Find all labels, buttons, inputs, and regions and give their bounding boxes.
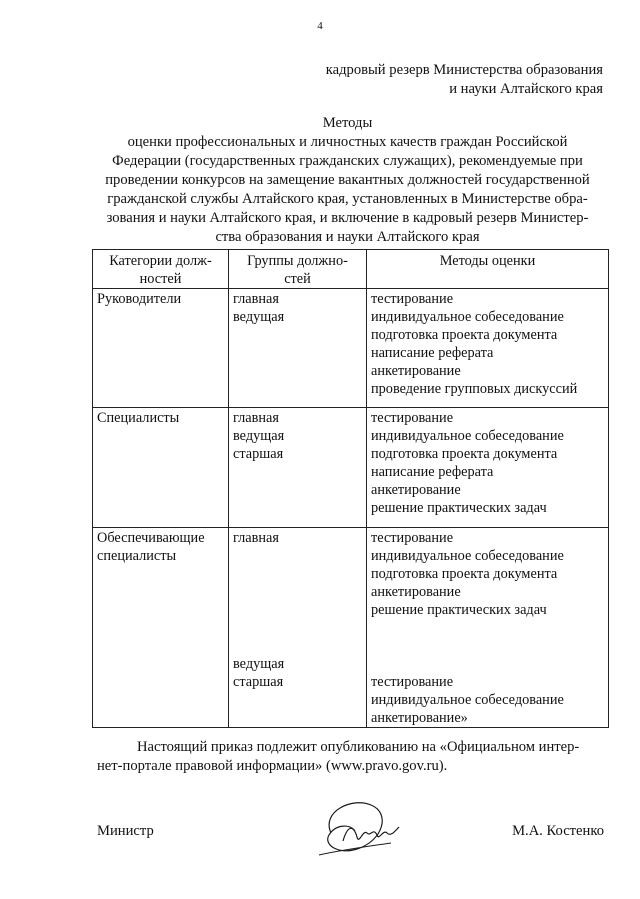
table-row — [93, 408, 609, 528]
table-row — [93, 528, 609, 728]
table-row — [93, 289, 609, 408]
title-line: проведении конкурсов на замещение вакантных должностей государственной — [105, 172, 590, 188]
publication-line-2: нет-портале правовой информации» (www.pravo.gov.ru). — [97, 758, 448, 774]
table-header-row — [93, 250, 609, 289]
document-title — [90, 114, 605, 247]
methods-cell: тестирование индивидуальное собеседование подготовка проекта документа написание реферата анкетирование проведение групповых дискуссий — [367, 289, 609, 408]
publication-note — [97, 738, 607, 776]
header-line-2: и науки Алтайского края — [449, 81, 603, 97]
title-heading: Методы — [322, 115, 373, 131]
title-line: оценки профессиональных и личностных качеств граждан Российской — [127, 134, 568, 150]
handwritten-signature-icon — [313, 793, 405, 865]
publication-line-1: Настоящий приказ подлежит опубликованию на «Официальном интер- — [137, 739, 580, 755]
groups-cell: главная ведущая старшая — [229, 528, 367, 728]
header-line-1: кадровый резерв Министерства образования — [325, 62, 603, 78]
category-cell: Обеспечивающие специалисты — [93, 528, 229, 728]
title-line: гражданской службы Алтайского края, установленных в Министерстве обра- — [107, 191, 588, 207]
category-cell: Руководители — [93, 289, 229, 408]
header-methods: Методы оценки — [367, 250, 609, 289]
signatory-title: Министр — [97, 823, 154, 839]
groups-cell: главная ведущая — [229, 289, 367, 408]
signatory-name: М.А. Костенко — [512, 823, 604, 839]
category-cell: Специалисты — [93, 408, 229, 528]
title-line: зования и науки Алтайского края, и включение в кадровый резерв Министер- — [106, 210, 589, 226]
methods-cell: тестирование индивидуальное собеседование подготовка проекта документа анкетирование решение практических задач тестирование индивидуальное собеседование анкетирование» — [367, 528, 609, 728]
methods-cell: тестирование индивидуальное собеседование подготовка проекта документа написание реферата анкетирование решение практических задач — [367, 408, 609, 528]
header-categories: Категории долж- ностей — [93, 250, 229, 289]
header-groups: Группы должно- стей — [229, 250, 367, 289]
groups-cell: главная ведущая старшая — [229, 408, 367, 528]
assessment-methods-table — [92, 249, 609, 728]
title-line: ства образования и науки Алтайского края — [215, 229, 480, 245]
groups-gap — [233, 547, 362, 655]
methods-gap — [371, 619, 604, 673]
page-number: 4 — [317, 20, 323, 32]
title-line: Федерации (государственных гражданских служащих), рекомендуемые при — [112, 153, 583, 169]
